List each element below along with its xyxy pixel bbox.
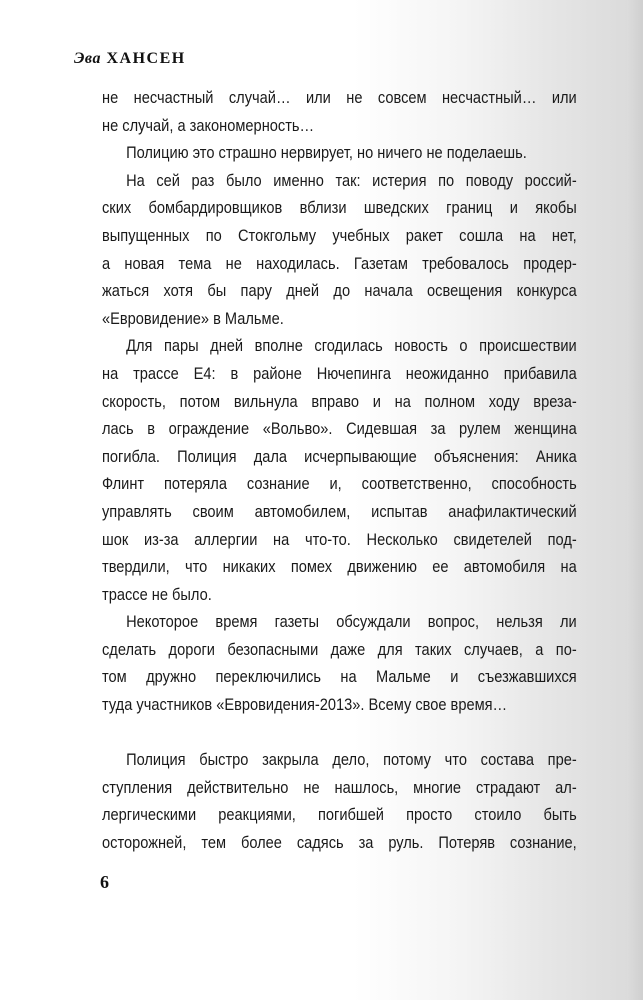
text-line: Некоторое время газеты обсуждали вопрос, нельзя ли <box>126 612 577 632</box>
text-line: не случай, а закономерность… <box>102 115 315 135</box>
text-line: трассе не было. <box>102 584 212 604</box>
paragraph <box>102 746 577 856</box>
text-line: Полицию это страшно нервирует, но ничего не поделаешь. <box>126 143 527 163</box>
text-line: лергическими реакциями, погибшей просто стоило быть <box>102 805 577 825</box>
text-line: ских бомбардировщиков вблизи шведских границ и якобы <box>102 198 577 218</box>
text-line: Флинт потеряла сознание и, соответственно, способность <box>102 474 577 494</box>
running-head-author-last: ХАНСЕН <box>106 50 186 67</box>
text-line: скорость, потом вильнула вправо и на полном ходу вреза- <box>102 391 577 411</box>
paragraph <box>102 608 577 718</box>
text-line: выпущенных по Стокгольму учебных ракет сошла на нет, <box>102 225 577 245</box>
text-line: а новая тема не находилась. Газетам требовалось продер- <box>102 253 577 273</box>
running-head <box>74 50 186 68</box>
text-line: Для пары дней вполне сгодилась новость о происшествии <box>126 336 577 356</box>
running-head-author-first: Эва <box>74 50 101 67</box>
text-line: на трассе Е4: в районе Нючепинга неожиданно прибавила <box>102 363 577 383</box>
text-line: управлять своим автомобилем, испытав анафилактический <box>102 501 577 521</box>
text-line: осторожней, тем более садясь за руль. Потеряв сознание, <box>102 833 577 853</box>
text-line: жаться хотя бы пару дней до начала освещения конкурса <box>102 281 577 301</box>
text-line: Полиция быстро закрыла дело, потому что состава пре- <box>126 750 577 770</box>
text-line: не несчастный случай… или не совсем несчастный… или <box>102 88 577 107</box>
text-line: лась в ограждение «Вольво». Сидевшая за рулем женщина <box>102 419 577 439</box>
text-line: туда участников «Евровидения-2013». Всему свое время… <box>102 695 508 715</box>
text-line: «Евровидение» в Мальме. <box>102 308 284 328</box>
page-number: 6 <box>100 872 109 892</box>
text-line: том дружно переключились на Мальме и съезжавшихся <box>102 667 577 687</box>
paragraph <box>102 332 577 608</box>
text-line: шок из-за аллергии на что-то. Несколько свидетелей под- <box>102 529 577 549</box>
paragraph <box>102 139 577 167</box>
text-line: На сей раз было именно так: истерия по поводу россий- <box>126 170 577 190</box>
text-line: твердили, что никаких помех движению ее автомобиля на <box>102 557 577 577</box>
text-line: погибла. Полиция дала исчерпывающие объяснения: Аника <box>102 446 577 466</box>
text-line: ступления действительно не нашлось, многие страдают ал- <box>102 777 577 797</box>
text-line: сделать дороги безопасными даже для таких случаев, а по- <box>102 639 577 659</box>
paragraph <box>102 167 577 333</box>
paragraph <box>102 84 577 139</box>
page-edge-shadow <box>627 0 643 1000</box>
section-break <box>102 719 577 747</box>
body-text <box>102 84 577 857</box>
